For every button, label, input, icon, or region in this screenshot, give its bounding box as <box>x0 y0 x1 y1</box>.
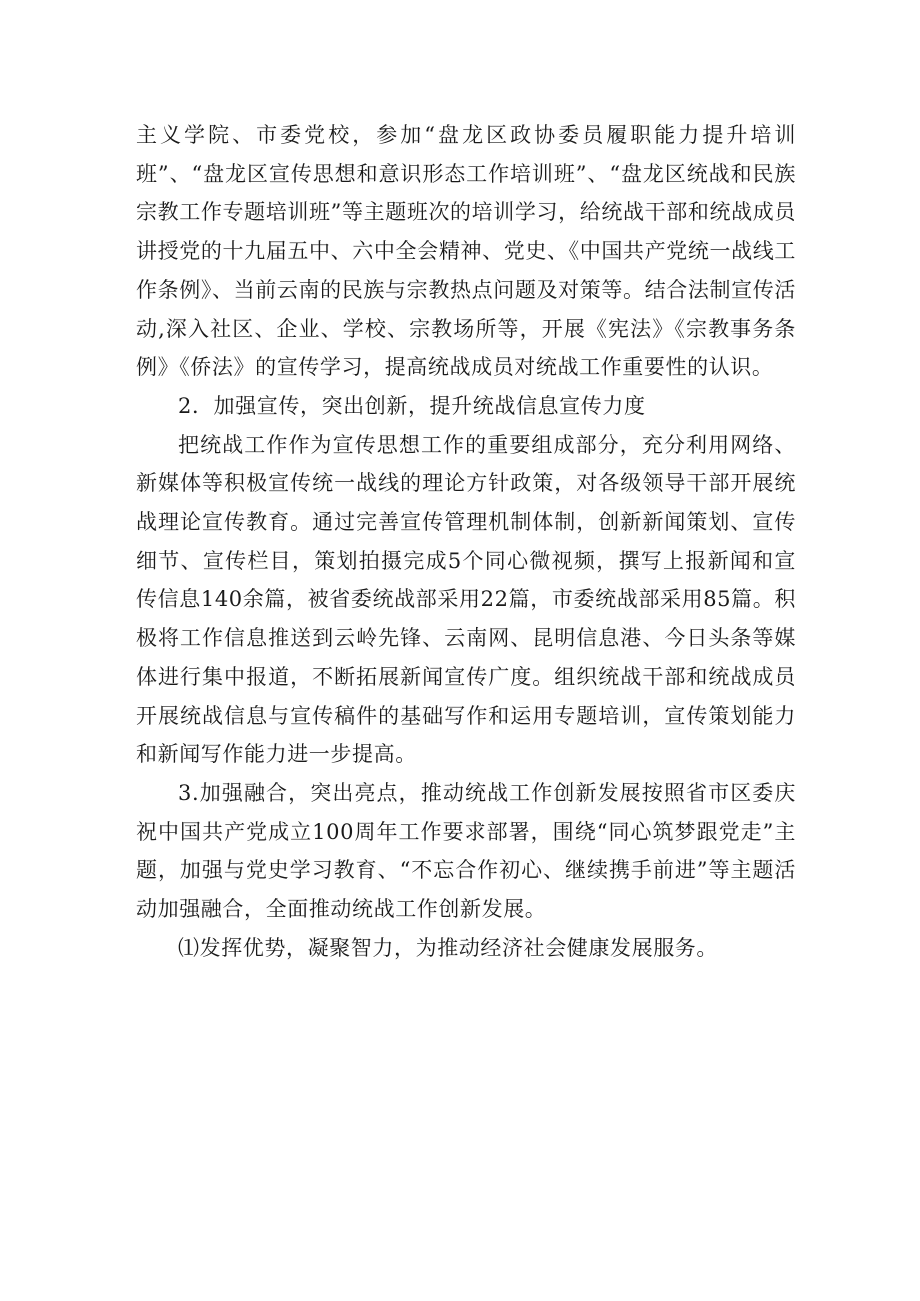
document-body <box>136 116 796 967</box>
paragraph-continuation: 主义学院、市委党校，参加“盘龙区政协委员履职能力提升培训班”、“盘龙区宣传思想和意识形态工作培训班”、“盘龙区统战和民族宗教工作专题培训班”等主题班次的培训学习，给统战干部和统战成员讲授党的十九届五中、六中全会精神、党史、《中国共产党统一战线工作条例》、当前云南的民族与宗教热点问题及对策等。结合法制宣传活动,深入社区、企业、学校、宗教场所等，开展《宪法》《宗教事务条例》《侨法》的宣传学习，提高统战成员对统战工作重要性的认识。 <box>136 123 796 380</box>
paragraph-publicity: 把统战工作作为宣传思想工作的重要组成部分，充分利用网络、新媒体等积极宣传统一战线的理论方针政策，对各级领导干部开展统战理论宣传教育。通过完善宣传管理机制体制，创新新闻策划、宣传细节、宣传栏目，策划拍摄完成5个同心微视频，撰写上报新闻和宣传信息140余篇，被省委统战部采用22篇，市委统战部采用85篇。积极将工作信息推送到云岭先锋、云南网、昆明信息港、今日头条等媒体进行集中报道，不断拓展新闻宣传广度。组织统战干部和统战成员开展统战信息与宣传稿件的基础写作和运用专题培训，宣传策划能力和新闻写作能力进一步提高。 <box>136 432 796 767</box>
subheading-1: ⑴发挥优势，凝聚智力，为推动经济社会健康发展服务。 <box>178 935 718 960</box>
section-heading-2: 2．加强宣传，突出创新，提升统战信息宣传力度 <box>178 393 646 418</box>
paragraph-integration: 3.加强融合，突出亮点，推动统战工作创新发展按照省市区委庆祝中国共产党成立100周年工作要求部署，围绕“同心筑梦跟党走”主题，加强与党史学习教育、“不忘合作初心、继续携手前进”等主题活动加强融合，全面推动统战工作创新发展。 <box>136 780 796 922</box>
